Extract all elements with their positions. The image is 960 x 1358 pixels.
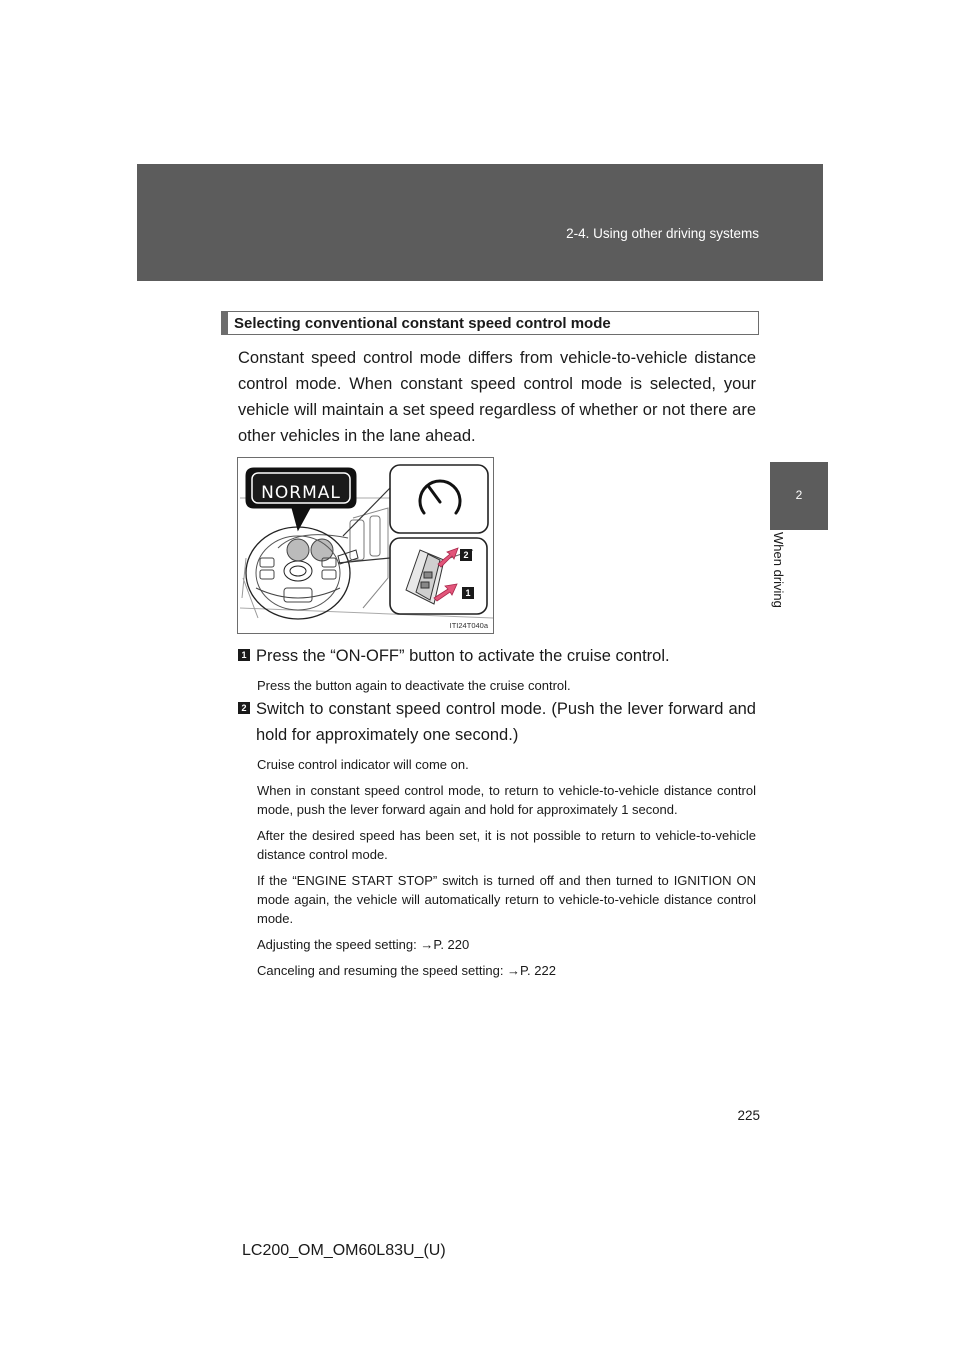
step-2 (238, 696, 756, 980)
figure-code: ITI24T040a (449, 621, 488, 630)
page-header (137, 164, 823, 281)
step-1 (238, 643, 756, 695)
step-2-note-2: When in constant speed control mode, to return to vehicle-to-vehicle distance control mode, push the lever forward again and hold for approximately 1 second. (257, 783, 756, 817)
step-1-note-1: Press the button again to deactivate the cruise control. (257, 678, 571, 693)
step-2-note-1: Cruise control indicator will come on. (257, 757, 469, 772)
heading-bar (222, 312, 228, 334)
step-2-note-5: Adjusting the speed setting: →P. 220 (257, 937, 470, 952)
step-2-note-4: If the “ENGINE START STOP” switch is turned off and then turned to IGNITION ON mode again, the vehicle will automatically return to vehicle-to-vehicle distance control mode. (257, 873, 756, 926)
section-heading (221, 311, 759, 335)
chapter-number: 2 (795, 488, 803, 502)
step-2-title: Switch to constant speed control mode. (Push the lever forward and hold for approximately one second.) (256, 700, 756, 744)
step-1-title: Press the “ON-OFF” button to activate the cruise control. (256, 647, 670, 665)
section-heading-text: Selecting conventional constant speed control mode (234, 315, 611, 332)
intro-paragraph: Constant speed control mode differs from vehicle-to-vehicle distance control mode. When constant speed control mode is selected, your vehicle will maintain a set speed regardless of whether or not there are other vehicles in the lane ahead. (238, 349, 756, 445)
step-2-note-3: After the desired speed has been set, it is not possible to return to vehicle-to-vehicle distance control mode. (257, 828, 756, 862)
chapter-label: When driving (771, 532, 786, 608)
cruise-control-figure (237, 457, 494, 634)
step-marker-1: 1 (238, 649, 250, 661)
page-number: 225 (737, 1108, 760, 1123)
callout-2-label: 2 (463, 550, 469, 560)
callout-1-label: 1 (465, 588, 471, 598)
manual-code: LC200_OM_OM60L83U_(U) (242, 1242, 446, 1259)
step-marker-2: 2 (238, 702, 250, 714)
step-2-note-6: Canceling and resuming the speed setting: →P. 222 (257, 963, 556, 978)
normal-display-text: NORMAL (261, 483, 341, 503)
section-title: 2-4. Using other driving systems (566, 226, 759, 241)
chapter-tab (770, 462, 828, 530)
